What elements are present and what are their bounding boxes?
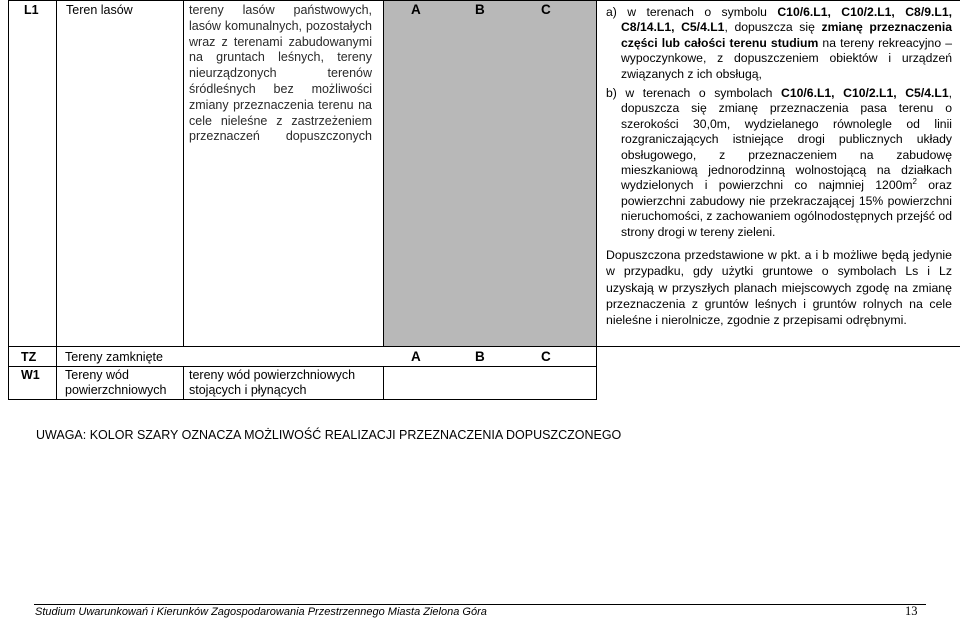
l1-col-a: A — [411, 2, 421, 17]
l1-code: L1 — [24, 3, 39, 17]
note-a-symbols: C10/6.L1, C10/2.L1, C8/9.L1, C8/14.L1, C5/4.L1 — [621, 5, 952, 35]
abc-gray-fill — [384, 1, 596, 346]
note-closing: Dopuszczona przedstawione w pkt. a i b możliwe będą jedynie w przypadku, gdy użytki gruntowe o symbolach Ls i Lz uzyskają w przyszłych planach miejscowych zgodę na zmianę przeznaczenia z gruntów leśnych i gruntów rolnych na cele nieleśne i nierolnicze, zgodnie z przepisami odrębnymi. — [606, 248, 952, 327]
w1-name-line1: Tereny wód — [65, 368, 129, 382]
note-a-rest: na tereny rekreacyjno – wypoczynkowe, z dopuszczeniem obiektów i urządzeń związanych z ich obsługą, — [621, 35, 952, 81]
note-a-mid: , dopuszcza się — [724, 20, 822, 35]
l1-description: tereny lasów państwowych, lasów komunalnych, pozostałych wraz z terenami zabudowanymi na gruntach leśnych, tereny nieurządzonych terenów śródleśnych bez możliwości zmiany przeznaczenia terenu na cele nieleśne z zastrzeżeniem przeznaczeń dopuszczonych — [189, 3, 372, 144]
page-number: 13 — [905, 604, 918, 618]
tz-code: TZ — [21, 350, 37, 364]
footer-rule — [34, 604, 926, 605]
note-b-rest-2: oraz powierzchni zabudowy nie przekraczającej 15% powierzchni nieruchomości, z zachowaniem ogólnodostępnych przejść od strony drogi w tereny zieleni. — [621, 178, 952, 239]
note-b-symbols: C10/6.L1, C10/2.L1, C5/4.L1 — [781, 86, 949, 101]
w1-code: W1 — [21, 368, 40, 382]
l1-name: Teren lasów — [66, 3, 133, 17]
l1-notes — [606, 5, 952, 328]
note-a — [606, 5, 952, 82]
note-a-bold: zmianę przeznaczenia części lub całości terenu studium — [621, 20, 953, 50]
tz-col-b: B — [475, 349, 485, 364]
gray-color-note: UWAGA: KOLOR SZARY OZNACZA MOŻLIWOŚĆ REALIZACJI PRZEZNACZENIA DOPUSZCZONEGO — [36, 428, 622, 442]
l1-col-b: B — [475, 2, 485, 17]
note-b-rest-1: , dopuszcza się zmianę przeznaczenia pasa terenu o szerokości 30,0m, wydzielanego równolegle od linii rozgraniczających istniejące drogi publicznych układy obsługowego, z przeznaczeniem na zabudowę mieszkaniową jednorodzinną wolnostojącą na działkach wydzielonych i powierzchni co najmniej 1200m — [621, 86, 952, 193]
w1-name-line2: powierzchniowych — [65, 383, 167, 397]
tz-col-c: C — [541, 349, 551, 364]
tz-col-a: A — [411, 349, 421, 364]
footer-title: Studium Uwarunkowań i Kierunków Zagospodarowania Przestrzennego Miasta Zielona Góra — [35, 606, 487, 618]
note-a-prefix: a) w terenach o symbolu — [606, 5, 778, 19]
l1-col-c: C — [541, 2, 551, 17]
note-b-prefix: b) w terenach o symbolach — [606, 86, 782, 101]
note-b — [606, 86, 952, 240]
tz-name: Tereny zamknięte — [65, 350, 163, 364]
w1-description-line1: tereny wód powierzchniowych — [189, 368, 356, 382]
note-b-superscript: 2 — [912, 177, 917, 187]
w1-description-line2: stojących i płynących — [189, 383, 307, 397]
